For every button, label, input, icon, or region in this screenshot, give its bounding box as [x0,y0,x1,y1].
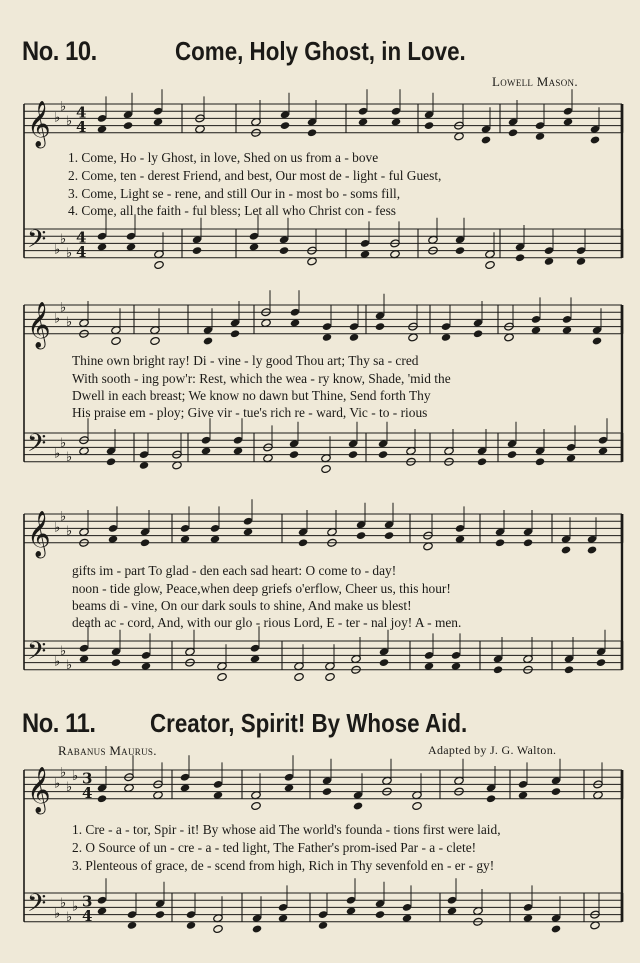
svg-text:𝄢: 𝄢 [27,429,47,465]
svg-text:♭: ♭ [72,769,79,785]
svg-text:♭: ♭ [66,658,73,674]
svg-text:𝄞: 𝄞 [27,766,51,813]
lyric-line: 4. Come, all the faith - ful bless; Let all who Christ con - fess [68,203,397,218]
svg-text:♭: ♭ [66,910,73,926]
lyric-line: Dwell in each breast; We know no dawn but Thine, Send forth Thy [72,388,431,403]
svg-text:3: 3 [82,769,93,788]
svg-text:♭: ♭ [72,899,79,915]
svg-text:♭: ♭ [54,311,61,327]
svg-text:♭: ♭ [66,114,73,129]
svg-text:♭: ♭ [54,242,61,258]
hymn-title: Come, Holy Ghost, in Love. [175,36,466,66]
svg-text:4: 4 [82,783,93,802]
svg-text:♭: ♭ [54,654,61,670]
svg-text:♭: ♭ [54,110,61,126]
lyric-line: 1. Cre - a - tor, Spir - it! By whose aid The world's founda - tions first were laid, [72,822,501,837]
lyric-line: 2. O Source of un - cre - a - ted light, The Father's prom-ised Par - a - clete! [72,840,477,855]
svg-text:𝄞: 𝄞 [27,100,51,147]
svg-text:𝄞: 𝄞 [27,510,51,557]
svg-text:♭: ♭ [60,435,67,451]
lyric-line: With sooth - ing pow'r: Rest, which the wea - ry know, Shade, 'mid the [72,371,451,386]
svg-text:𝄞: 𝄞 [27,301,51,348]
svg-text:4: 4 [76,242,87,261]
svg-text:♭: ♭ [54,906,61,922]
lyric-line: noon - tide glow, Peace,when deep griefs o'erflow, Cheer us, this hour! [72,581,451,596]
svg-text:𝄢: 𝄢 [27,889,47,925]
svg-text:♭: ♭ [54,520,61,536]
lyric-line: death ac - cord, And, with our glo - rious Lord, E - ter - nal joy! A - men. [72,615,462,630]
svg-text:4: 4 [76,103,87,122]
lyric-line: 3. Plenteous of grace, de - scend from high, Rich in Thy sevenfold en - er - gy! [72,858,495,873]
svg-text:♭: ♭ [54,446,61,462]
svg-text:♭: ♭ [66,780,73,795]
svg-text:♭: ♭ [66,524,73,539]
adapter-credit: Adapted by J. G. Walton. [428,743,557,757]
svg-text:♭: ♭ [60,509,67,525]
svg-text:4: 4 [76,117,87,136]
svg-text:4: 4 [82,906,93,925]
svg-text:𝄢: 𝄢 [27,225,47,261]
lyric-line: beams di - vine, On our dark souls to shine, And make us blest! [72,598,412,613]
lyric-line: 3. Come, Light se - rene, and still Our in - most bo - soms fill, [68,186,401,201]
svg-text:4: 4 [76,228,87,247]
svg-text:3: 3 [82,892,93,911]
svg-text:♭: ♭ [60,643,67,659]
lyric-line: 1. Come, Ho - ly Ghost, in love, Shed on us from a - bove [68,150,379,165]
svg-text:♭: ♭ [54,776,61,792]
svg-text:♭: ♭ [66,450,73,466]
hymn-title: Creator, Spirit! By Whose Aid. [150,708,468,738]
svg-text:♭: ♭ [60,99,67,115]
hymn-number: No. 11. [22,708,96,738]
svg-text:♭: ♭ [60,765,67,781]
lyric-line: His praise em - ploy; Give vir - tue's rich re - ward, Vic - to - rious [72,405,428,420]
svg-text:♭: ♭ [60,231,67,247]
author-credit: Rabanus Maurus. [58,743,157,758]
hymn-number: No. 10. [22,36,97,66]
lyric-line: 2. Come, ten - derest Friend, and best, Our most de - light - ful Guest, [68,168,442,183]
svg-text:♭: ♭ [66,315,73,330]
composer-credit: Lowell Mason. [492,74,578,89]
svg-text:𝄢: 𝄢 [27,637,47,673]
svg-text:♭: ♭ [60,895,67,911]
svg-text:♭: ♭ [60,300,67,316]
lyric-line: gifts im - part To glad - den each sad heart: O come to - day! [72,563,397,578]
svg-text:♭: ♭ [66,246,73,262]
lyric-line: Thine own bright ray! Di - vine - ly good Thou art; Thy sa - cred [72,353,419,368]
